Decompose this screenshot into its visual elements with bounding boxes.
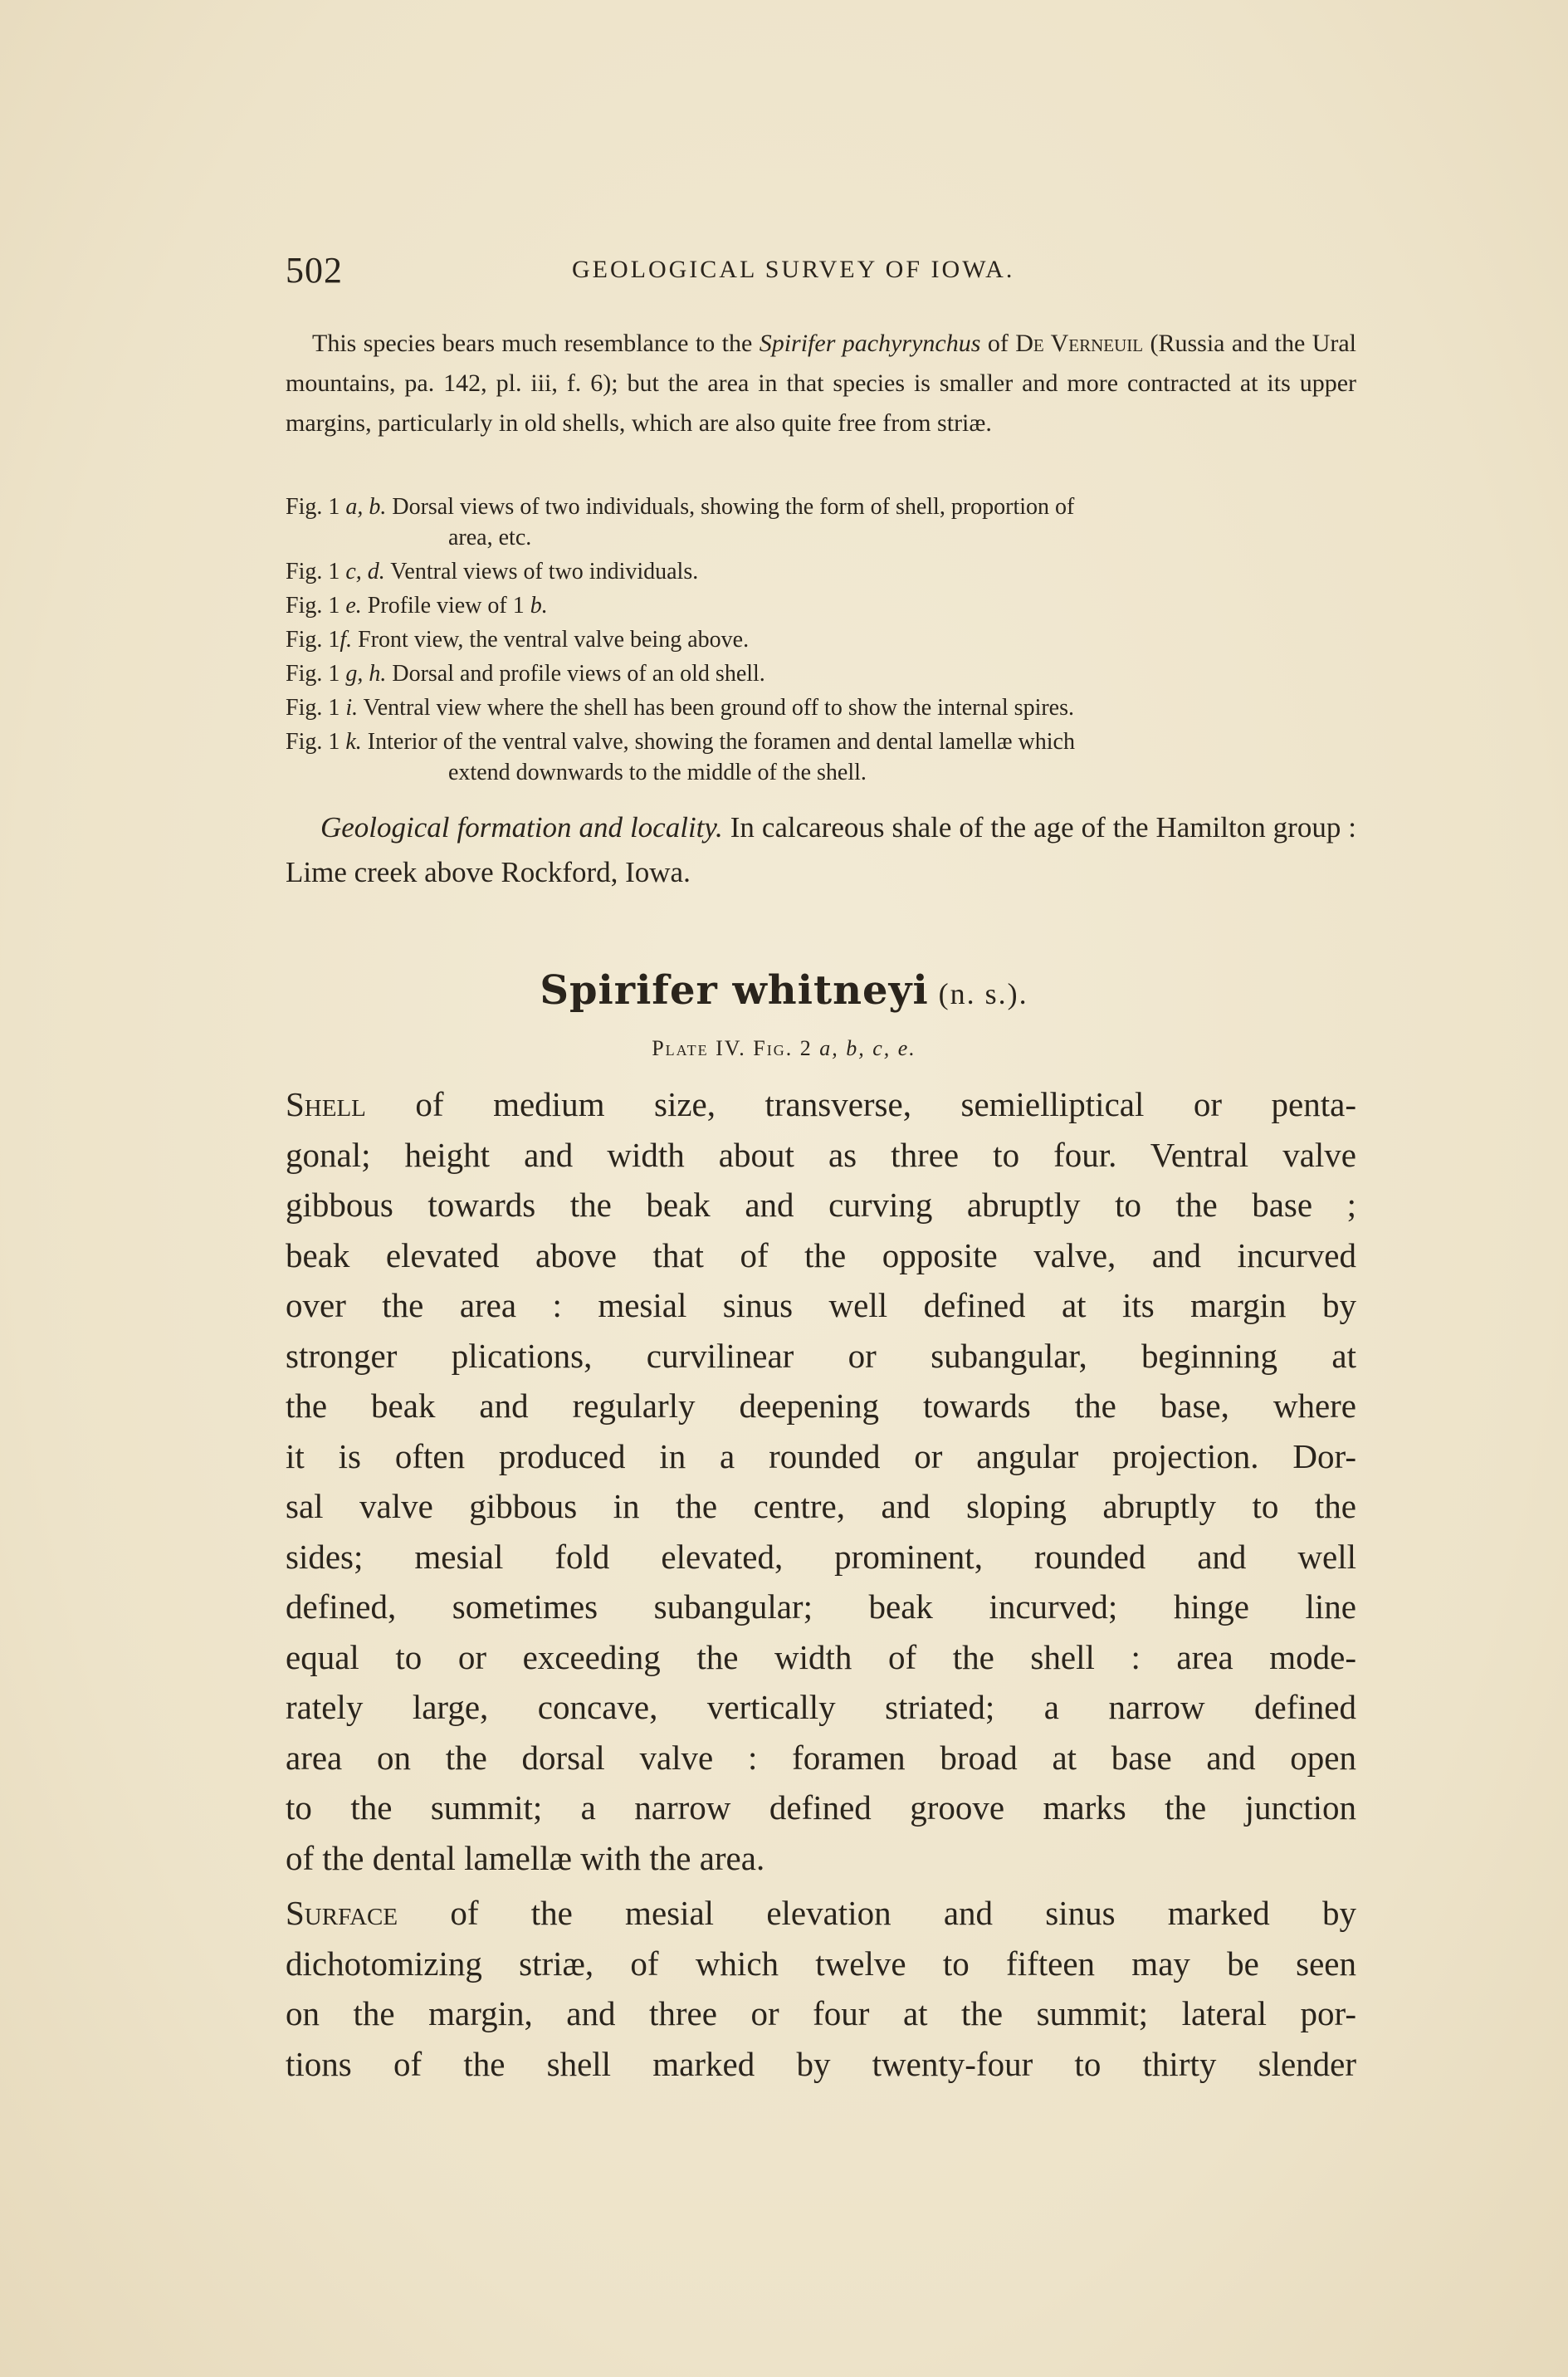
- figure-caption-cd: [286, 555, 1356, 589]
- author-name: De Verneuil: [1015, 330, 1144, 357]
- text-line: beak elevated above that of the opposite valve, and incurved: [286, 1235, 1356, 1274]
- locality-label: Geological formation and locality.: [320, 811, 723, 844]
- fig-letters: c, d.: [345, 559, 385, 584]
- plate-reference: [0, 1036, 1568, 1061]
- fig-label: Fig. 1: [286, 627, 340, 653]
- text-line: over the area : mesial sinus well defined at its margin by: [286, 1286, 1356, 1324]
- text-line: equal to or exceeding the width of the shell : area mode-: [286, 1637, 1356, 1676]
- figure-caption-ab: [286, 490, 1356, 555]
- page-number: 502: [286, 250, 343, 291]
- plate-letters: a, b, c, e.: [819, 1036, 916, 1060]
- page-header: [286, 249, 1356, 299]
- plate-label: Plate IV.: [652, 1036, 746, 1060]
- fig-text-continued: extend downwards to the middle of the shell.: [448, 760, 867, 785]
- figure-caption-e: [286, 589, 1356, 623]
- fig-label: Fig. 1: [286, 729, 346, 755]
- figure-caption-i: [286, 691, 1356, 725]
- fig-text: Interior of the ventral valve, showing the foramen and dental lamellæ which: [361, 729, 1075, 755]
- fig-label: Fig. 1: [286, 494, 346, 520]
- species-reference: Spirifer pachyrynchus: [759, 330, 981, 357]
- species-status: (n. s.).: [938, 977, 1028, 1010]
- text-line: dichotomizing striæ, of which twelve to fifteen may be seen: [286, 1944, 1356, 1983]
- figure-caption-f: [286, 623, 1356, 657]
- text-line: of the dental lamellæ with the area.: [286, 1838, 765, 1877]
- line-text: of medium size, transverse, semielliptical or penta-: [365, 1085, 1356, 1123]
- species-heading: [0, 967, 1568, 1014]
- plate-fig: Fig. 2: [753, 1036, 813, 1060]
- description-body: [286, 1079, 1356, 2089]
- fig-text-continued: area, etc.: [448, 525, 532, 550]
- fig-text: Profile view of 1: [361, 593, 530, 619]
- surface-lead: Surface: [286, 1894, 398, 1932]
- text-line: stronger plications, curvilinear or subangular, beginning at: [286, 1336, 1356, 1375]
- text-line: [286, 1888, 1356, 1939]
- fig-label: Fig. 1: [286, 593, 346, 619]
- fig-ref: b.: [530, 593, 548, 619]
- fig-text: Ventral views of two individuals.: [384, 559, 699, 584]
- fig-letters: e.: [345, 593, 362, 619]
- fig-label: Fig. 1: [286, 559, 346, 584]
- text-line: defined, sometimes subangular; beak incurved; hinge line: [286, 1587, 1356, 1626]
- running-title: GEOLOGICAL SURVEY OF IOWA.: [572, 256, 1015, 283]
- text-line: gonal; height and width about as three to four. Ventral valve: [286, 1135, 1356, 1174]
- text-line: sides; mesial fold elevated, prominent, rounded and well: [286, 1537, 1356, 1576]
- surface-paragraph: [286, 1888, 1356, 2089]
- fig-letters: f.: [339, 627, 353, 653]
- shell-paragraph: [286, 1079, 1356, 1883]
- locality-text: In calcareous shale of the age of the Hamilton group : Lime creek above Rockford, Iowa.: [286, 811, 1356, 888]
- fig-text: Dorsal views of two individuals, showing the form of shell, proportion of: [386, 494, 1075, 520]
- text-line: the beak and regularly deepening towards the base, where: [286, 1387, 1356, 1425]
- locality-paragraph: [286, 805, 1356, 895]
- fig-text: Front view, the ventral valve being above.: [352, 627, 750, 653]
- text-line: rately large, concave, vertically striated; a narrow defined: [286, 1688, 1356, 1726]
- fig-letters: i.: [345, 695, 359, 721]
- text-line: on the margin, and three or four at the summit; lateral por-: [286, 1994, 1356, 2032]
- fig-letters: k.: [345, 729, 362, 755]
- fig-label: Fig. 1: [286, 661, 346, 687]
- fig-text: Dorsal and profile views of an old shell.: [386, 661, 765, 687]
- text-line: gibbous towards the beak and curving abruptly to the base ;: [286, 1186, 1356, 1224]
- figure-caption-gh: [286, 657, 1356, 691]
- intro-text-3: (Russia and the Ural mountains, pa. 142, pl. iii, f. 6); but the area in that species is smaller and more contracted at its upper margins, particularly in old shells, which are also quite free from striæ.: [286, 330, 1356, 437]
- text-line: [286, 1079, 1356, 1130]
- intro-text-2: of: [980, 330, 1016, 357]
- figure-caption-k: [286, 725, 1356, 790]
- line-text: of the mesial elevation and sinus marked by: [398, 1894, 1356, 1932]
- intro-text-1: This species bears much resemblance to the: [312, 330, 760, 357]
- text-line: to the summit; a narrow defined groove marks the junction: [286, 1788, 1356, 1827]
- fig-label: Fig. 1: [286, 695, 346, 721]
- fig-letters: g, h.: [345, 661, 387, 687]
- text-line: tions of the shell marked by twenty-four to thirty slender: [286, 2044, 1356, 2083]
- intro-paragraph: [286, 324, 1356, 443]
- text-line: area on the dorsal valve : foramen broad at base and open: [286, 1738, 1356, 1777]
- fig-text: Ventral view where the shell has been ground off to show the internal spires.: [358, 695, 1074, 721]
- fig-letters: a, b.: [345, 494, 387, 520]
- shell-lead: Shell: [286, 1085, 366, 1123]
- text-line: it is often produced in a rounded or angular projection. Dor-: [286, 1436, 1356, 1475]
- species-name: Spirifer whitneyi: [540, 967, 929, 1014]
- text-line: sal valve gibbous in the centre, and sloping abruptly to the: [286, 1487, 1356, 1525]
- figure-captions: [286, 490, 1356, 790]
